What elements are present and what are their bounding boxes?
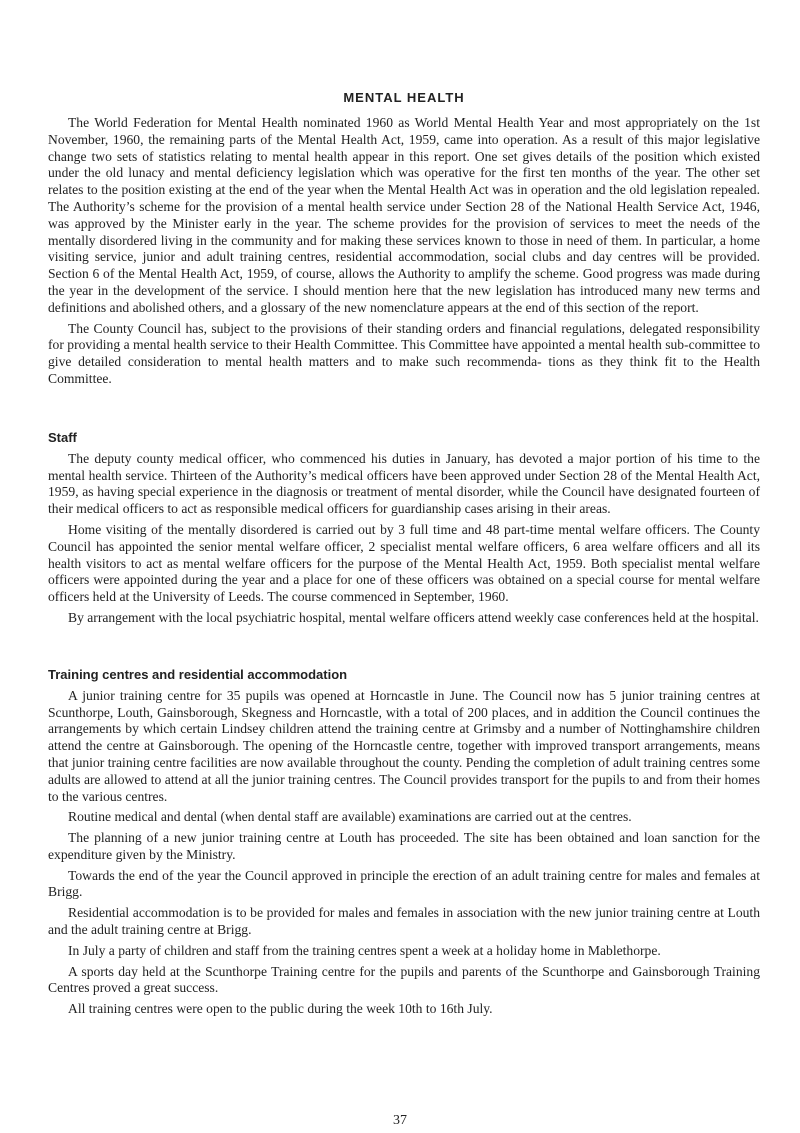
staff-paragraph: Home visiting of the mentally disordered is carried out by 3 full time and 48 part-time mental welfare officers. The County Council has appointed the senior mental welfare officer, 2 specialist mental welfare officers, 6 area welfare officers and all its health visitors to act as mental welfare officers for the purpose of the Mental Health Act, 1959. Both specialist mental welfare officers were appointed during the year and a place for one of these officers was obtained on a special course for mental welfare officers held at the University of Leeds. The course commenced in September, 1960. <box>48 521 760 605</box>
staff-paragraph: The deputy county medical officer, who commenced his duties in January, has devoted a major portion of his time to the mental health service. Thirteen of the Authority’s medical officers have been approved under Section 28 of the Mental Health Act, 1959, as having special experience in the diagnosis or treatment of mental disorder, while the Council have designated fourteen of their medical officers to act as responsible medical officers for guardianship cases arising in their areas. <box>48 450 760 517</box>
intro-paragraph: The World Federation for Mental Health nominated 1960 as World Mental Health Year and most appropriately on the 1st November, 1960, the remaining parts of the Mental Health Act, 1959, came into operation. As a result of this major legislative change two sets of statistics relating to mental health appear in this report. One set gives details of the position which existed under the old lunacy and mental deficiency legislation which was operative for the first ten months of the year. The other set relates to the position existing at the end of the year when the Mental Health Act was in operation and the old legislation repealed. The Authority’s scheme for the provision of a mental health service under Section 28 of the National Health Service Act, 1946, was approved by the Minister early in the year. The scheme provides for the provision of services to meet the needs of the mentally disordered living in the community and for making these services known to those in need of them. In particular, a home visiting service, junior and adult training centres, residential accommodation, social clubs and day centres will be provided. Section 6 of the Mental Health Act, 1959, of course, allows the Authority to amplify the scheme. Good progress was made during the year in the development of the service. I should mention here that the new legislation has introduced many new terms and definitions and abolished others, and a glossary of the new nomenclature appears at the end of this section of the report. <box>48 115 760 315</box>
page-title: MENTAL HEALTH <box>343 90 465 105</box>
intro-paragraph: The County Council has, subject to the provisions of their standing orders and financial regulations, delegated responsibility for providing a mental health service to their Health Committee. This Committee have appointed a mental health sub-committee to give detailed consideration to mental health matters and to make such recommenda- tions as they think fit to the Health Committee. <box>48 320 760 386</box>
staff-heading: Staff <box>48 429 77 445</box>
training-paragraph: In July a party of children and staff from the training centres spent a week at a holiday home in Mablethorpe. <box>68 942 661 958</box>
document-page <box>48 90 760 1022</box>
training-paragraph: A sports day held at the Scunthorpe Training centre for the pupils and parents of the Scunthorpe and Gainsborough Training Centres proved a great success. <box>48 963 760 996</box>
training-paragraph: All training centres were open to the public during the week 10th to 16th July. <box>68 1001 493 1017</box>
page-number: 37 <box>393 1113 407 1128</box>
staff-paragraph: By arrangement with the local psychiatric hospital, mental welfare officers attend weekly case conferences held at the hospital. <box>68 609 759 625</box>
training-paragraph: The planning of a new junior training centre at Louth has proceeded. The site has been obtained and loan sanction for the expenditure given by the Ministry. <box>48 830 760 862</box>
intro-section <box>48 115 760 388</box>
training-paragraph: Towards the end of the year the Council approved in principle the erection of an adult training centre for males and females at Brigg. <box>48 867 760 900</box>
staff-section <box>48 430 760 627</box>
training-heading: Training centres and residential accommodation <box>48 666 348 682</box>
training-paragraph: A junior training centre for 35 pupils was opened at Horncastle in June. The Council now has 5 junior training centres at Scunthorpe, Louth, Gainsborough, Skegness and Horncastle, with a total of 200 places, and in addition the Council continues the arrangements by which certain Lindsey children attend the training centre at Grimsby and a number of Nottinghamshire children attend the centre at Gainsborough. The opening of the Horncastle centre, together with improved transport arrangements, means that junior training centre facilities are now available throughout the county. Pending the completion of adult training centres some adults are allowed to attend at all the junior training centres. The Council provides transport for the pupils to and from their homes to the various centres. <box>48 687 760 804</box>
training-paragraph: Residential accommodation is to be provided for males and females in association with the new junior training centre at Louth and the adult training centre at Brigg. <box>48 905 760 938</box>
training-paragraph: Routine medical and dental (when dental staff are available) examinations are carried out at the centres. <box>68 809 632 825</box>
training-section <box>48 667 760 1018</box>
